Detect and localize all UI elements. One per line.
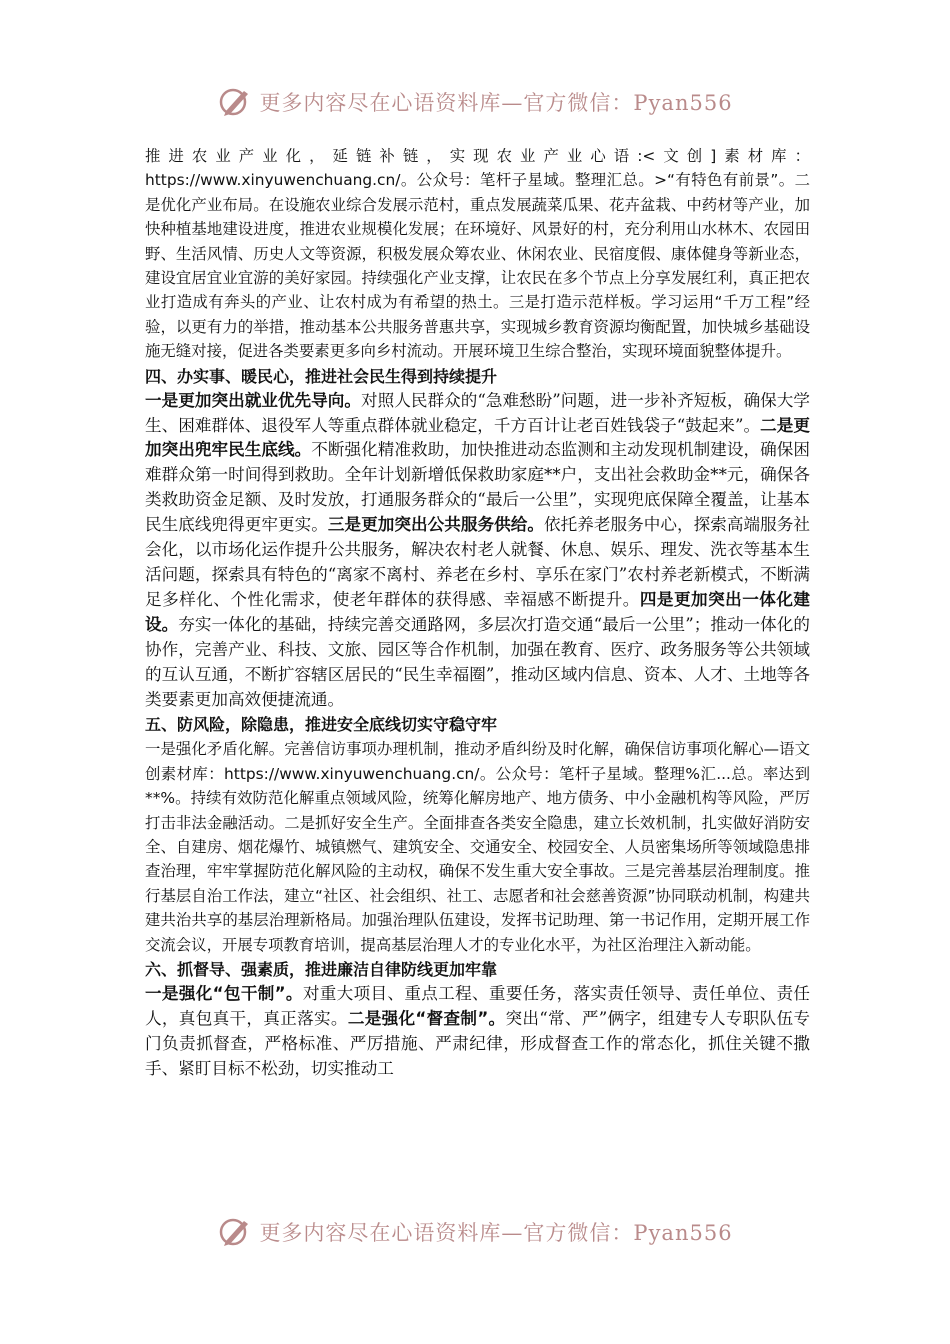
paragraph-agriculture: 推进农业产业化，延链补链，实现农业产业心语:<文创]素材库：https://www.xinyuwenchuang.cn/。公众号：笔杆子星域。整理汇总。>“有特色有前景”。二是优化产业布局。在设施农业综合发展示范村，重点发展蔬菜瓜果、花卉盆栽、中药材等产业，加快种植基地建设进度，推进农业规模化发展；在环境好、风景好的村，充分利用山水林木、农园田野、生活风情、历史人文等资源，积极发展众筹农业、休闲农业、民宿度假、康体健身等新业态，建设宜居宜业宜游的美好家园。持续强化产业支撑，让农民在多个节点上分享发展红利，真正把农业打造成有奔头的产业、让农村成为有希望的热土。三是打造示范样板。学习运用“千万工程”经验，以更有力的举措，推动基本公共服务普惠共享，实现城乡教育资源均衡配置，加快城乡基础设施无缝对接，促进各类要素更多向乡村流动。开展环境卫生综合整治，实现环境面貌整体提升。 <box>145 147 810 361</box>
section-heading-6: 六、抓督导、强素质，推进廉洁自律防线更加牢靠 <box>145 960 498 980</box>
paragraph-safety: 一是强化矛盾化解。完善信访事项办理机制，推动矛盾纠纷及时化解，确保信访事项化解心—语文创素材库：https://www.xinyuwenchuang.cn/。公众号：笔杆子星域。整理%汇...总。率达到**%。持续有效防范化解重点领域风险，统筹化解房地产、地方债务、中小金融机构等风险，严厉打击非法金融活动。二是抓好安全生产。全面排查各类安全隐患，建立长效机制，扎实做好消防安全、自建房、烟花爆竹、城镇燃气、建筑安全、交通安全、校园安全、人员密集场所等领域隐患排查治理，牢牢掌握防范化解风险的主动权，确保不发生重大安全事故。三是完善基层治理制度。推行基层自治工作法，建立“社区、社会组织、社工、志愿者和社会慈善资源”协同联动机制，构建共建共治共享的基层治理新格局。加强治理队伍建设，发挥书记助理、第一书记作用，定期开展工作交流会议，开展专项教育培训，提高基层治理人才的专业化水平，为社区治理注入新动能。 <box>145 740 810 954</box>
pen-logo-icon <box>217 84 253 120</box>
point-text: 突出“常、严”俩字，组建专人专职队伍专门负责抓督查，严格标准、严厉措施、严肃纪律，形成督查工作的常态化，抓住关键不撒手、紧盯目标不松劲，切实推动工 <box>145 1009 811 1078</box>
point-text: 不断强化精准救助，加快推进动态监测和主动发现机制建设，确保困难群众第一时间得到救助。全年计划新增低保救助家庭**户，支出社会救助金**元，确保各类救助资金足额、及时发放，打通服务群众的“最后一公里”，实现兜底保障全覆盖，让基本民生底线兜得更牢更实。 <box>145 440 811 535</box>
section-heading-4: 四、办实事、暖民心，推进社会民生得到持续提升 <box>145 366 498 386</box>
document-body <box>145 144 810 1082</box>
point-title: 三是更加突出公共服务供给。 <box>327 515 545 535</box>
point-title: 一是更加突出就业优先导向。 <box>145 390 362 410</box>
watermark-footer <box>0 1212 950 1252</box>
point-text: 夯实一体化的基础，持续完善交通路网，多层次打造交通“最后一公里”；推动一体化的协作，完善产业、科技、文旅、园区等合作机制，加强在教育、医疗、政务服务等公共领域的互认互通，不断扩容辖区居民的“民生幸福圈”，推动区域内信息、资本、人才、土地等各类要素更加高效便捷流通。 <box>145 614 810 709</box>
watermark-text: 更多内容尽在心语资料库—官方微信：Pyan556 <box>259 91 733 115</box>
point-text: 对重大项目、重点工程、重要任务，落实责任领导、责任单位、责任人，真包真干，真正落实。 <box>145 984 811 1028</box>
point-title: 二是更加突出兜牢民生底线。 <box>145 415 810 460</box>
point-title: 四是更加突出一体化建设。 <box>145 589 811 634</box>
section-heading-5: 五、防风险，除隐患，推进安全底线切实守稳守牢 <box>145 715 498 735</box>
pen-logo-icon <box>217 1214 253 1250</box>
point-title: 二是强化“督查制”。 <box>347 1009 506 1028</box>
watermark-text: 更多内容尽在心语资料库—官方微信：Pyan556 <box>259 1221 733 1245</box>
paragraph-livelihood <box>145 389 810 713</box>
point-title: 一是强化“包干制”。 <box>145 984 303 1004</box>
paragraph-supervision <box>145 982 810 1082</box>
point-text: 对照人民群众的“急难愁盼”问题，进一步补齐短板，确保大学生、困难群体、退役军人等重点群体就业稳定，千方百计让老百姓钱袋子“鼓起来”。 <box>145 390 811 435</box>
watermark-header <box>0 82 950 122</box>
point-text: 依托养老服务中心，探索高端服务社会化，以市场化运作提升公共服务，解决农村老人就餐、休息、娱乐、理发、洗衣等基本生活问题，探索具有特色的“离家不离村、养老在乡村、享乐在家门”农村养老新模式，不断满足多样化、个性化需求，使老年群体的获得感、幸福感不断提升。 <box>145 515 811 609</box>
